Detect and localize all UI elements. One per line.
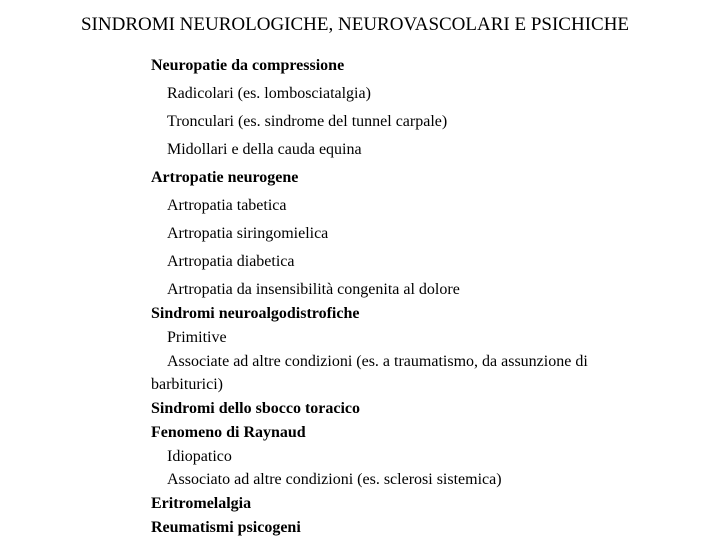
list-item: Artropatia da insensibilità congenita al dolore	[167, 281, 460, 298]
section-heading-reumatismi-psicogeni: Reumatismi psicogeni	[151, 519, 301, 536]
list-item: Radicolari (es. lombosciatalgia)	[167, 85, 371, 102]
section-heading-eritromelalgia: Eritromelalgia	[151, 495, 252, 512]
slide-title: SINDROMI NEUROLOGICHE, NEUROVASCOLARI E PSICHICHE	[80, 14, 630, 35]
list-item: Midollari e della cauda equina	[167, 141, 362, 158]
list-item: Associato ad altre condizioni (es. sclerosi sistemica)	[167, 471, 502, 488]
section-heading-raynaud: Fenomeno di Raynaud	[151, 424, 306, 441]
section-heading-sbocco-toracico: Sindromi dello sbocco toracico	[151, 400, 361, 417]
list-item: Tronculari (es. sindrome del tunnel carpale)	[167, 113, 448, 130]
list-item-continuation: barbiturici)	[151, 376, 223, 393]
list-item: Primitive	[167, 329, 227, 346]
section-heading-neuropatie: Neuropatie da compressione	[151, 57, 345, 74]
list-item: Idiopatico	[167, 448, 232, 465]
list-item: Artropatia diabetica	[167, 253, 295, 270]
list-item: Artropatia siringomielica	[167, 225, 329, 242]
section-heading-sindromi-neuroalgodistrofiche: Sindromi neuroalgodistrofiche	[151, 305, 360, 322]
section-heading-artropatie: Artropatie neurogene	[151, 169, 299, 186]
list-item: Artropatia tabetica	[167, 197, 287, 214]
list-item: Associate ad altre condizioni (es. a traumatismo, da assunzione di	[167, 353, 588, 370]
